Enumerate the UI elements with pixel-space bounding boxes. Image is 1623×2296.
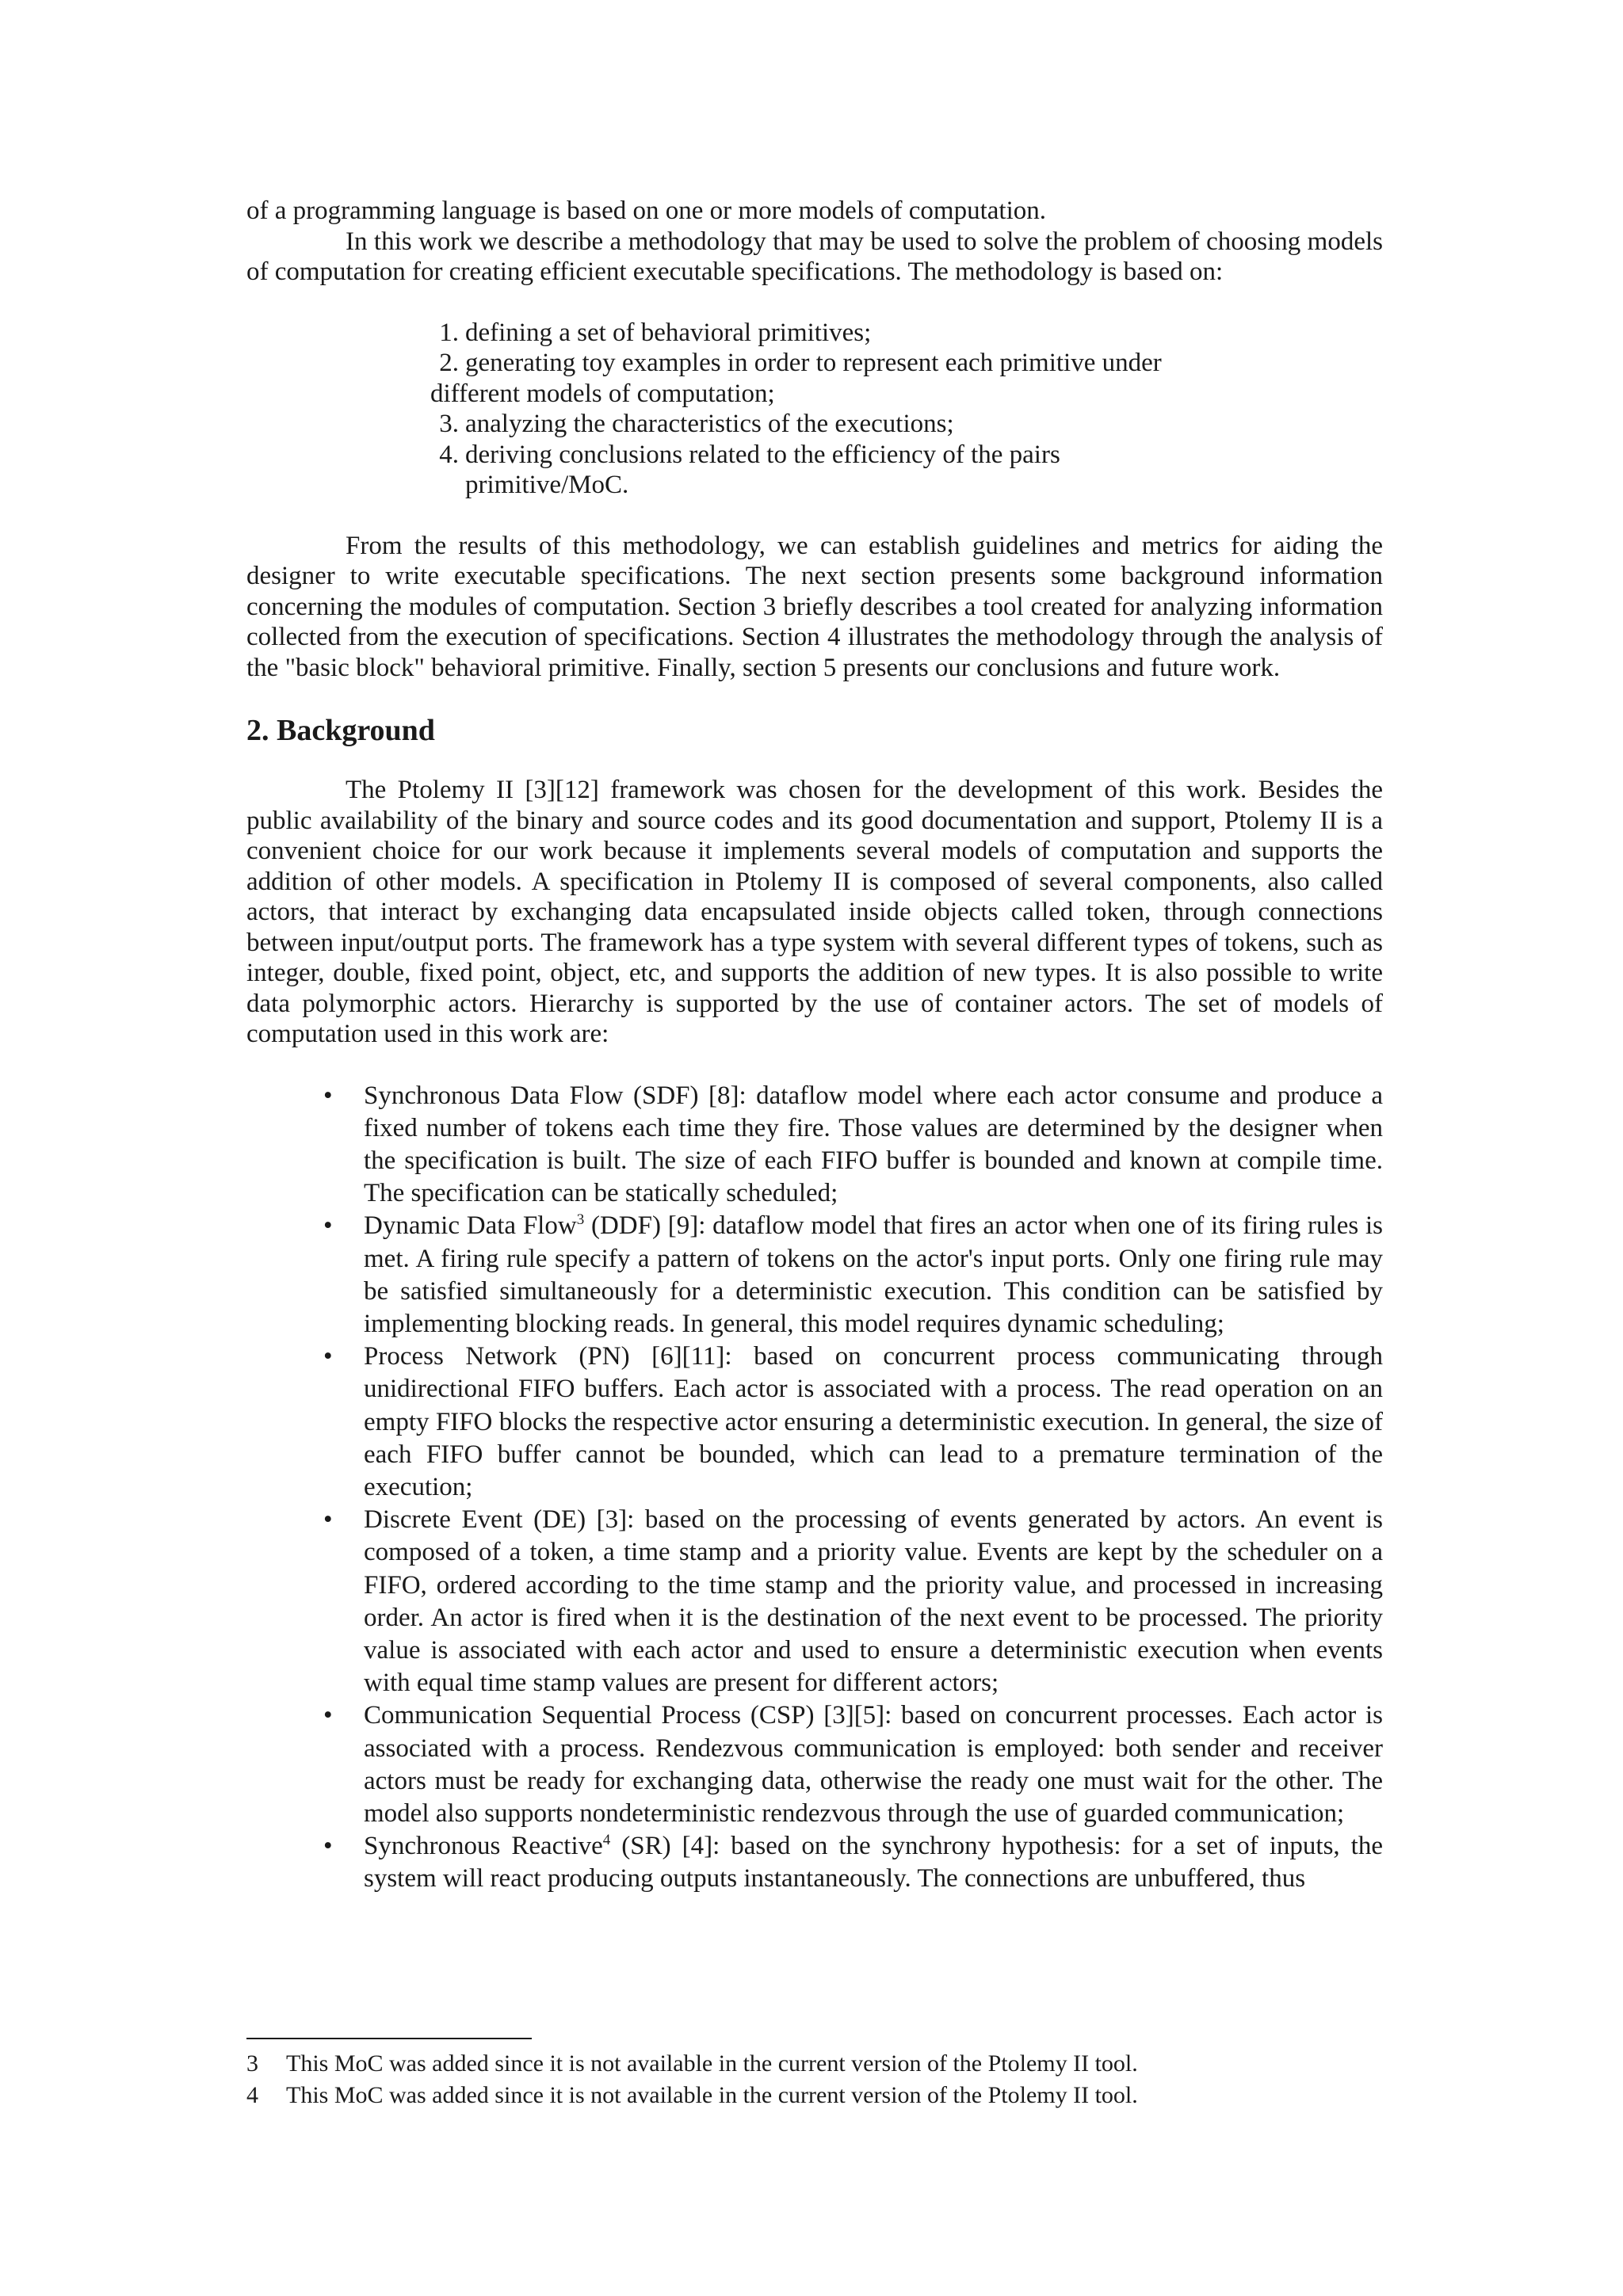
section-heading: 2. Background <box>246 714 435 747</box>
list-item: • Process Network (PN) [6][11]: based on concurrent process communicating through unidirectional FIFO buffers. Each actor is associated with a process. The read operation on an empty FIFO blocks the respective actor ensuring a deterministic execution. In general, the size of each FIFO buffer cannot be bounded, which can lead to a premature termination of the execution; <box>323 1342 1383 1501</box>
outline-paragraph: From the results of this methodology, we can establish guidelines and metrics for aiding the designer to write executable specifications. The next section presents some background information concerning the modules of computation. Section 3 briefly describes a tool created for analyzing information collected from the execution of specifications. Section 4 illustrates the methodology through the analysis of the "basic block" behavioral primitive. Finally, section 5 presents our conclusions and future work. <box>246 531 1383 682</box>
step-item: 2. generating toy examples in order to represent each primitive under <box>439 349 1162 377</box>
bullet-icon: • <box>323 1211 333 1241</box>
list-item: • Dynamic Data Flow$^3$ (DDF) [9]: dataflow model that fires an actor when one of its firing rules is met. A firing rule specify a pattern of tokens on the actor's input ports. Only one firing rule may be satisfied simultaneously for a deterministic execution. This condition can be satisfied by implementing blocking reads. In general, this model requires dynamic scheduling; <box>323 1211 1383 1338</box>
moc-list <box>246 1080 1383 1896</box>
bullet-icon: • <box>323 1701 333 1730</box>
list-item: • Synchronous Reactive$^4$ (SR) [4]: based on the synchrony hypothesis: for a set of inputs, the system will react producing outputs instantaneously. The connections are unbuffered, thus <box>323 1832 1383 1894</box>
list-item: • Communication Sequential Process (CSP) [3][5]: based on concurrent processes. Each actor is associated with a process. Rendezvous communication is employed: both sender and receiver actors must be ready for exchanging data, otherwise the ready one must wait for the other. The model also supports nondeterministic rendezvous through the use of guarded communication; <box>323 1701 1383 1828</box>
step-item-continuation: different models of computation; <box>430 379 775 408</box>
step-item: 1. defining a set of behavioral primitives; <box>439 318 872 347</box>
methodology-steps <box>430 318 1167 501</box>
step-item-continuation: primitive/MoC. <box>465 471 629 499</box>
footnote-divider <box>246 2038 532 2039</box>
page-body <box>246 196 1383 1896</box>
footnote-ref: 4 <box>602 1832 611 1849</box>
bullet-icon: • <box>323 1081 333 1110</box>
step-item: 4. deriving conclusions related to the efficiency of the pairs <box>439 440 1060 469</box>
step-item: 3. analyzing the characteristics of the executions; <box>439 410 954 438</box>
footnote: 3 This MoC was added since it is not available in the current version of the Ptolemy II tool. <box>246 2050 1138 2077</box>
intro-paragraph: In this work we describe a methodology that may be used to solve the problem of choosing models of computation for creating efficient executable specifications. The methodology is based on: <box>246 227 1383 286</box>
bullet-icon: • <box>323 1342 333 1371</box>
footnote-ref: 3 <box>576 1211 585 1229</box>
list-item: • Synchronous Data Flow (SDF) [8]: dataflow model where each actor consume and produce a fixed number of tokens each time they fire. Those values are determined by the designer when the specification is built. The size of each FIFO buffer is bounded and known at compile time. The specification can be statically scheduled; <box>323 1081 1383 1208</box>
intro-line: of a programming language is based on one or more models of computation. <box>246 196 1046 225</box>
footnote: 4 This MoC was added since it is not available in the current version of the Ptolemy II tool. <box>246 2082 1138 2108</box>
bullet-icon: • <box>323 1505 333 1535</box>
bullet-icon: • <box>323 1832 333 1861</box>
background-paragraph: The Ptolemy II [3][12] framework was chosen for the development of this work. Besides the public availability of the binary and source codes and its good documentation and support, Ptolemy II is a convenient choice for our work because it implements several models of computation and supports the addition of other models. A specification in Ptolemy II is composed of several components, also called actors, that interact by exchanging data encapsulated inside objects called token, through connections between input/output ports. The framework has a type system with several different types of tokens, such as integer, double, fixed point, object, etc, and supports the addition of new types. It is also possible to write data polymorphic actors. Hierarchy is supported by the use of container actors. The set of models of computation used in this work are: <box>246 776 1383 1048</box>
footnotes <box>246 2048 1383 2111</box>
list-item: • Discrete Event (DE) [3]: based on the processing of events generated by actors. An event is composed of a token, a time stamp and a priority value. Events are kept by the scheduler on a FIFO, ordered according to the time stamp and the priority value, and processed in increasing order. An actor is fired when it is the destination of the next event to be processed. The priority value is associated with each actor and used to ensure a deterministic execution when events with equal time stamp values are present for different actors; <box>323 1505 1383 1698</box>
